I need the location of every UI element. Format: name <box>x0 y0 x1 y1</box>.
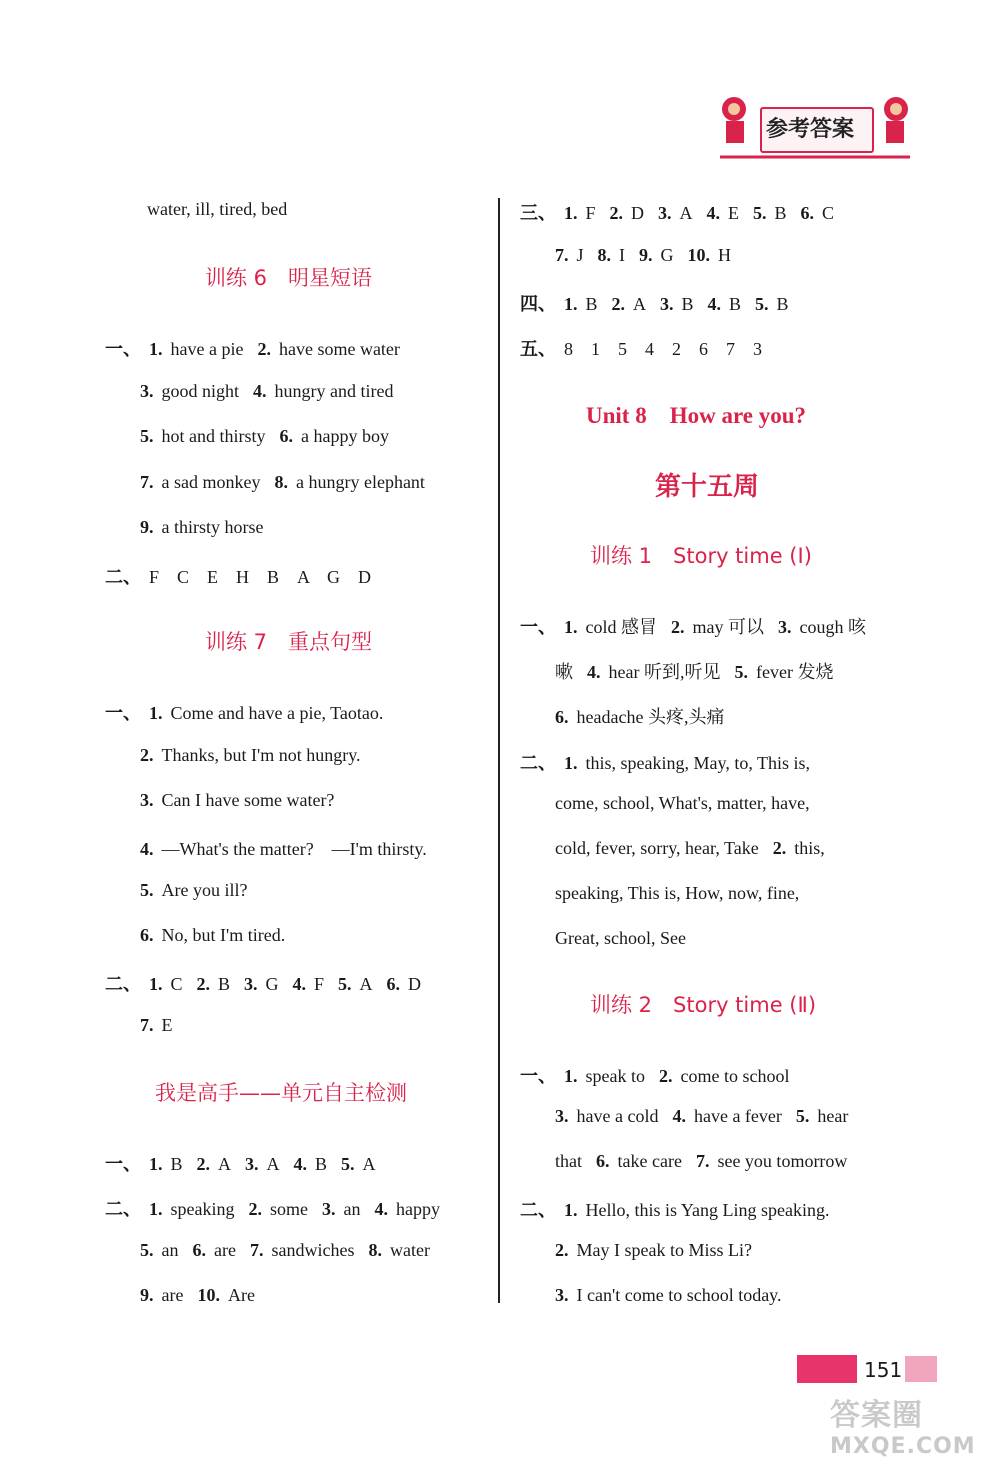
watermark-line2: MXQE.COM <box>830 1434 976 1459</box>
test-q1-row: 一、 1. B 2. A 3. A 4. B 5. A <box>105 1154 376 1174</box>
watermark <box>830 1390 976 1459</box>
intro-line: water, ill, tired, bed <box>147 199 288 219</box>
unit-title: Unit 8 How are you? <box>586 403 806 428</box>
training-2-title: 训练 2 Story time (Ⅱ) <box>590 993 817 1017</box>
q4-row: 四、 1. B 2. A 3. B 4. B 5. B <box>520 294 789 314</box>
s2-q2-item1: 二、 1. Hello, this is Yang Ling speaking. <box>520 1200 830 1220</box>
s7-q2-row1: 二、 1. C 2. B 3. G 4. F 5. A 6. D <box>105 974 422 994</box>
s2-q2-item3: 3. I can't come to school today. <box>555 1285 782 1305</box>
q5-row: 五、 8 1 5 4 2 6 7 3 <box>520 339 762 359</box>
section-6-title: 训练 6 明星短语 <box>205 266 373 290</box>
page-pattern-icon <box>905 1356 937 1382</box>
s1-q1-line3: 6. headache 头疼,头痛 <box>555 707 725 727</box>
s7-q1-item1: 一、 1. Come and have a pie, Taotao. <box>105 703 384 723</box>
s6-q2-row: 二、 F C E H B A G D <box>105 567 372 587</box>
answer-key-badge <box>720 95 910 165</box>
mascot-figures-icon <box>720 95 910 165</box>
s7-q1-item5: 5. Are you ill? <box>140 880 248 900</box>
s2-q1-line3: that 6. take care 7. see you tomorrow <box>555 1151 848 1171</box>
s7-q1-item4: 4. —What's the matter? —I'm thirsty. <box>140 839 427 859</box>
s7-q2-row2: 7. E <box>140 1015 173 1035</box>
s6-q1-row5: 9. a thirsty horse <box>140 517 264 537</box>
page-number-bar <box>797 1355 857 1383</box>
watermark-line1: 答案圈 <box>830 1398 923 1433</box>
s6-q1-row2: 3. good night 4. hungry and tired <box>140 381 394 401</box>
unit-test-title: 我是高手——单元自主检测 <box>155 1081 407 1105</box>
s6-q1-row3: 5. hot and thirsty 6. a happy boy <box>140 426 389 446</box>
test-q2-row3: 9. are 10. Are <box>140 1285 255 1305</box>
s2-q1-line1: 一、 1. speak to 2. come to school <box>520 1066 790 1086</box>
page-number: 151 <box>864 1358 903 1382</box>
test-q2-row1: 二、 1. speaking 2. some 3. an 4. happy <box>105 1199 440 1219</box>
q3-row1: 三、 1. F 2. D 3. A 4. E 5. B 6. C <box>520 203 835 223</box>
s6-q1-row4: 7. a sad monkey 8. a hungry elephant <box>140 472 425 492</box>
s7-q1-item3: 3. Can I have some water? <box>140 790 335 810</box>
section-7-title: 训练 7 重点句型 <box>205 630 373 654</box>
s1-q2-line1: 二、 1. this, speaking, May, to, This is, <box>520 753 810 773</box>
q3-row2: 7. J 8. I 9. G 10. H <box>555 245 732 265</box>
badge-label: 参考答案 <box>766 117 855 142</box>
s7-q1-item2: 2. Thanks, but I'm not hungry. <box>140 745 361 765</box>
s2-q1-line2: 3. have a cold 4. have a fever 5. hear <box>555 1106 849 1126</box>
s1-q2-line3: cold, fever, sorry, hear, Take 2. this, <box>555 838 825 858</box>
test-q2-row2: 5. an 6. are 7. sandwiches 8. water <box>140 1240 430 1260</box>
s1-q2-line2: come, school, What's, matter, have, <box>555 793 810 813</box>
s1-q2-line4: speaking, This is, How, now, fine, <box>555 883 800 903</box>
s1-q1-line2: 嗽 4. hear 听到,听见 5. fever 发烧 <box>555 662 834 682</box>
s2-q2-item2: 2. May I speak to Miss Li? <box>555 1240 752 1260</box>
week-title: 第十五周 <box>655 472 760 501</box>
s7-q1-item6: 6. No, but I'm tired. <box>140 925 286 945</box>
s6-q1-row1: 一、 1. have a pie 2. have some water <box>105 339 400 359</box>
s1-q1-line1: 一、 1. cold 感冒 2. may 可以 3. cough 咳 <box>520 617 866 637</box>
column-divider <box>498 198 500 1303</box>
training-1-title: 训练 1 Story time (Ⅰ) <box>590 544 812 568</box>
s1-q2-line5: Great, school, See <box>555 928 686 948</box>
